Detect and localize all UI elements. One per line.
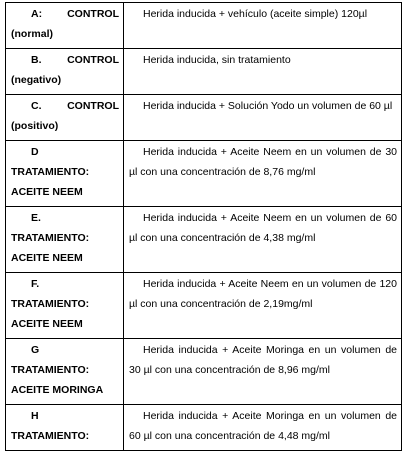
group-description: Herida inducida + Aceite Neem en un volumen de 60 µl con una concentración de 4,38 mg/ml bbox=[129, 212, 397, 244]
group-letter: B. bbox=[31, 54, 42, 66]
group-letter: G bbox=[31, 344, 40, 356]
group-label-cell bbox=[6, 339, 124, 405]
table-row bbox=[6, 3, 402, 49]
group-subtitle: ACEITE NEEM bbox=[11, 252, 83, 264]
group-heading: CONTROL bbox=[67, 8, 119, 20]
group-letter: E. bbox=[31, 212, 41, 224]
group-subtitle: ACEITE NEEM bbox=[11, 318, 83, 330]
table-row bbox=[6, 339, 402, 405]
table-row bbox=[6, 141, 402, 207]
group-label-cell bbox=[6, 405, 124, 451]
treatment-groups-table bbox=[5, 2, 402, 451]
group-description: Herida inducida + Aceite Neem en un volumen de 30 µl con una concentración de 8,76 mg/ml bbox=[129, 146, 397, 178]
group-description: Herida inducida + Aceite Moringa en un volumen de 30 µl con una concentración de 8,96 mg/ml bbox=[129, 344, 397, 376]
group-description-cell bbox=[124, 207, 402, 273]
group-subtitle: ACEITE MORINGA bbox=[11, 384, 104, 396]
group-letter: C. bbox=[31, 100, 42, 112]
table-row bbox=[6, 273, 402, 339]
group-label-line bbox=[11, 96, 119, 116]
group-letter: F. bbox=[31, 278, 40, 290]
group-description-cell bbox=[124, 405, 402, 451]
group-description-cell bbox=[124, 141, 402, 207]
group-heading: TRATAMIENTO: bbox=[11, 166, 90, 178]
group-description-cell bbox=[124, 95, 402, 141]
group-subtitle: ACEITE NEEM bbox=[11, 186, 83, 198]
group-description: Herida inducida + Solución Yodo un volumen de 60 µl bbox=[143, 100, 393, 112]
group-label-line bbox=[11, 4, 119, 24]
group-description-cell bbox=[124, 339, 402, 405]
group-heading: TRATAMIENTO: bbox=[11, 430, 90, 442]
table-row bbox=[6, 405, 402, 451]
group-label-line bbox=[11, 50, 119, 70]
group-heading: TRATAMIENTO: bbox=[11, 232, 90, 244]
group-description: Herida inducida, sin tratamiento bbox=[143, 54, 291, 66]
group-description-cell bbox=[124, 273, 402, 339]
group-label-cell bbox=[6, 49, 124, 95]
group-letter: A: bbox=[31, 8, 43, 20]
group-description: Herida inducida + vehículo (aceite simple) 120µl bbox=[143, 8, 368, 20]
group-subtitle: (negativo) bbox=[11, 74, 62, 86]
group-description-cell bbox=[124, 3, 402, 49]
group-heading: TRATAMIENTO: bbox=[11, 364, 90, 376]
group-letter: D bbox=[31, 146, 39, 158]
group-label-cell bbox=[6, 3, 124, 49]
group-description: Herida inducida + Aceite Moringa en un volumen de 60 µl con una concentración de 4,48 mg/ml bbox=[129, 410, 397, 442]
group-label-cell bbox=[6, 141, 124, 207]
group-letter: H bbox=[31, 410, 39, 422]
group-label-cell bbox=[6, 273, 124, 339]
table-row bbox=[6, 95, 402, 141]
table-row bbox=[6, 49, 402, 95]
group-subtitle: (normal) bbox=[11, 28, 53, 40]
group-label-cell bbox=[6, 95, 124, 141]
group-description: Herida inducida + Aceite Neem en un volumen de 120 µl con una concentración de 2,19mg/ml bbox=[129, 278, 397, 310]
group-description-cell bbox=[124, 49, 402, 95]
group-heading: CONTROL bbox=[67, 100, 119, 112]
group-subtitle: (positivo) bbox=[11, 120, 59, 132]
group-label-cell bbox=[6, 207, 124, 273]
group-heading: CONTROL bbox=[67, 54, 119, 66]
table-row bbox=[6, 207, 402, 273]
group-heading: TRATAMIENTO: bbox=[11, 298, 90, 310]
